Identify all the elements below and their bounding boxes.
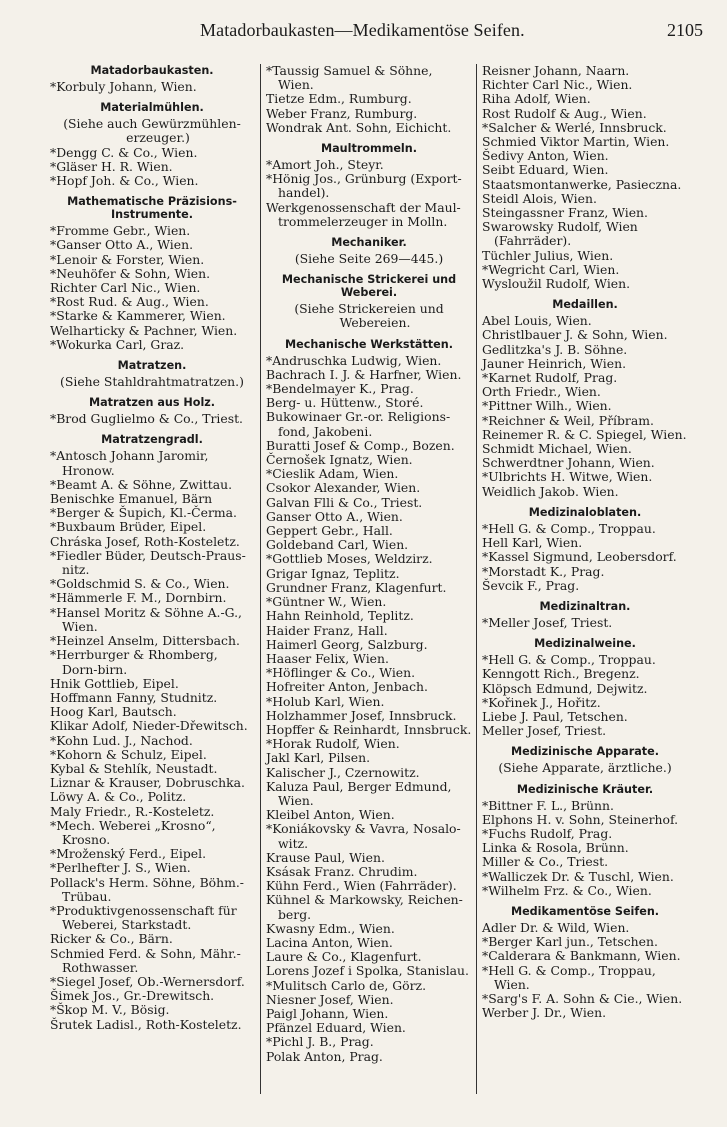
directory-entry: Hofreiter Anton, Jenbach. bbox=[266, 679, 428, 695]
directory-entry: Polak Anton, Prag. bbox=[266, 1048, 383, 1064]
directory-entry: Steingassner Franz, Wien. bbox=[482, 205, 648, 221]
directory-entry: Hell Karl, Wien. bbox=[482, 535, 583, 551]
directory-entry: *Güntner W., Wien. bbox=[266, 594, 387, 610]
page-number: 2105 bbox=[667, 20, 703, 40]
directory-entry: *Wegricht Carl, Wien. bbox=[482, 261, 620, 277]
directory-entry: *Kořinek J., Hořitz. bbox=[482, 694, 601, 710]
directory-entry: *Höflinger & Co., Wien. bbox=[266, 665, 416, 681]
directory-entry: *Walliczek Dr. & Tuschl, Wien. bbox=[482, 868, 674, 884]
directory-entry: *Salcher & Werlé, Innsbruck. bbox=[482, 119, 667, 135]
directory-entry: *Herrburger & Rhomberg, Dorn-birn. bbox=[50, 647, 218, 677]
page-header bbox=[0, 20, 727, 50]
directory-entry: *Kohorn & Schulz, Eipel. bbox=[50, 746, 207, 762]
section-heading: Mechaniker. bbox=[331, 236, 407, 250]
section-heading: Medizinaloblaten. bbox=[528, 505, 642, 519]
directory-entry: Tüchler Julius, Wien. bbox=[482, 247, 614, 263]
directory-entry: *Andruschka Ludwig, Wien. bbox=[266, 352, 442, 368]
directory-entry: Hopffer & Reinhardt, Innsbruck. bbox=[266, 721, 472, 737]
column-3 bbox=[482, 64, 688, 1020]
directory-entry: Maly Friedr., R.-Kosteletz. bbox=[50, 803, 215, 819]
section-heading: Medaillen. bbox=[552, 298, 618, 312]
cross-reference: (Siehe auch Gewürzmühlen-erzeuger.) bbox=[63, 116, 241, 146]
directory-entry: Liebe J. Paul, Tetschen. bbox=[482, 708, 628, 724]
directory-entry: Wysloužil Rudolf, Wien. bbox=[482, 276, 631, 292]
directory-entry: *Kassel Sigmund, Leobersdorf. bbox=[482, 549, 677, 565]
directory-entry: Schwerdtner Johann, Wien. bbox=[482, 455, 655, 471]
directory-entry: *Goldschmid S. & Co., Wien. bbox=[50, 576, 230, 592]
directory-entry: *Bendelmayer K., Prag. bbox=[266, 381, 414, 397]
directory-entry: Seibt Eduard, Wien. bbox=[482, 162, 609, 178]
directory-entry: *Mech. Weberei „Krosno“, Krosno. bbox=[50, 817, 216, 847]
directory-entry: *Antosch Johann Jaromir, Hronow. bbox=[50, 448, 209, 478]
directory-entry: Pollack's Herm. Söhne, Böhm.-Trübau. bbox=[50, 874, 244, 904]
directory-entry: *Holub Karl, Wien. bbox=[266, 693, 385, 709]
directory-entry: Klöpsch Edmund, Dejwitz. bbox=[482, 680, 648, 696]
directory-entry: *Wilhelm Frz. & Co., Wien. bbox=[482, 882, 652, 898]
directory-entry: Linka & Rosola, Brünn. bbox=[482, 840, 629, 856]
directory-entry: Jauner Heinrich, Wien. bbox=[482, 355, 627, 371]
directory-entry: *Pichl J. B., Prag. bbox=[266, 1034, 374, 1050]
directory-entry: Kwasny Edm., Wien. bbox=[266, 920, 395, 936]
directory-entry: Jakl Karl, Pilsen. bbox=[266, 750, 371, 766]
directory-entry: Šimek Jos., Gr.-Drewitsch. bbox=[50, 988, 215, 1004]
directory-entry: *Fiedler Büder, Deutsch-Praus-nitz. bbox=[50, 547, 246, 578]
directory-entry: Gedlitzka's J. B. Söhne. bbox=[482, 341, 628, 357]
directory-entry: Miller & Co., Triest. bbox=[482, 854, 609, 870]
cross-reference: (Siehe Seite 269—445.) bbox=[294, 251, 444, 267]
directory-entry: *Berger Karl jun., Tetschen. bbox=[482, 934, 658, 950]
directory-entry: Ricker & Co., Bärn. bbox=[50, 931, 173, 947]
directory-entry: *Morstadt K., Prag. bbox=[482, 563, 605, 579]
directory-entry: Šedivy Anton, Wien. bbox=[482, 148, 609, 164]
directory-entry: *Berger & Šupich, Kl.-Čerma. bbox=[50, 505, 237, 521]
directory-entry: *Gottlieb Moses, Weldzirz. bbox=[266, 551, 433, 567]
directory-entry: Kalischer J., Czernowitz. bbox=[266, 764, 420, 780]
section-heading: Mechanische Werkstätten. bbox=[285, 337, 453, 351]
section-heading: Matratzen. bbox=[117, 359, 187, 373]
directory-entry: *Beamt A. & Söhne, Zwittau. bbox=[50, 476, 233, 492]
directory-entry: Kybal & Stehlík, Neustadt. bbox=[50, 760, 218, 776]
directory-entry: Riha Adolf, Wien. bbox=[482, 91, 591, 107]
directory-entry: Löwy A. & Co., Politz. bbox=[50, 789, 187, 805]
directory-entry: Hnik Gottlieb, Eipel. bbox=[50, 675, 179, 691]
directory-entry: Haaser Felix, Wien. bbox=[266, 650, 389, 666]
directory-entry: Schmidt Michael, Wien. bbox=[482, 441, 632, 457]
directory-entry: Bukowinaer Gr.-or. Religions-fond, Jakobeni. bbox=[266, 409, 451, 439]
directory-entry: Haimerl Georg, Salzburg. bbox=[266, 636, 428, 652]
directory-entry: *Ganser Otto A., Wien. bbox=[50, 237, 194, 253]
directory-entry: Ksásak Franz. Chrudim. bbox=[266, 863, 418, 879]
directory-entry: Buratti Josef & Comp., Bozen. bbox=[266, 437, 455, 453]
directory-entry: Werkgenossenschaft der Maul-trommelerzeuger in Molln. bbox=[266, 199, 461, 229]
section-heading: Matratzengradl. bbox=[101, 433, 203, 447]
directory-entry: *Rost Rud. & Aug., Wien. bbox=[50, 294, 209, 310]
directory-entry: Elphons H. v. Sohn, Steinerhof. bbox=[482, 811, 679, 827]
directory-entry: Meller Josef, Triest. bbox=[482, 723, 607, 739]
directory-entry: *Gläser H. R. Wien. bbox=[50, 158, 173, 174]
directory-entry: Haider Franz, Hall. bbox=[266, 622, 388, 638]
section-heading: Medizinische Apparate. bbox=[511, 745, 659, 759]
directory-entry: *Buxbaum Brüder, Eipel. bbox=[50, 519, 207, 535]
directory-entry: *Meller Josef, Triest. bbox=[482, 614, 613, 630]
directory-entry: Chráska Josef, Roth-Kosteletz. bbox=[50, 533, 240, 549]
directory-entry: Niesner Josef, Wien. bbox=[266, 991, 394, 1007]
directory-entry: Kenngott Rich., Bregenz. bbox=[482, 666, 640, 682]
directory-entry: Abel Louis, Wien. bbox=[482, 313, 592, 329]
directory-entry: *Pittner Wilh., Wien. bbox=[482, 398, 612, 414]
directory-entry: Kühn Ferd., Wien (Fahrräder). bbox=[266, 878, 457, 894]
directory-entry: *Neuhöfer & Sohn, Wien. bbox=[50, 265, 211, 281]
directory-entry: Weber Franz, Rumburg. bbox=[266, 105, 418, 121]
directory-entry: *Produktivgenossenschaft für Weberei, Starkstadt. bbox=[50, 902, 237, 933]
directory-entry: Schmied Ferd. & Sohn, Mähr.-Rothwasser. bbox=[50, 945, 241, 975]
directory-entry: Steidl Alois, Wien. bbox=[482, 190, 597, 206]
directory-entry: *Brod Guglielmo & Co., Triest. bbox=[50, 411, 243, 427]
cross-reference: (Siehe Apparate, ärztliche.) bbox=[498, 760, 672, 776]
directory-entry: Reisner Johann, Naarn. bbox=[482, 63, 630, 78]
running-title: Matadorbaukasten—Medikamentöse Seifen. bbox=[200, 20, 525, 40]
section-heading: Medikamentöse Seifen. bbox=[510, 904, 660, 918]
directory-entry: Csokor Alexander, Wien. bbox=[266, 480, 421, 496]
directory-entry: *Kohn Lud. J., Nachod. bbox=[50, 732, 193, 748]
directory-entry: Welharticky & Pachner, Wien. bbox=[50, 322, 238, 338]
directory-entry: Swarowsky Rudolf, Wien (Fahrräder). bbox=[482, 219, 638, 249]
directory-entry: *Karnet Rudolf, Prag. bbox=[482, 370, 618, 386]
directory-entry: Adler Dr. & Wild, Wien. bbox=[482, 919, 630, 935]
directory-entry: Galvan Flli & Co., Triest. bbox=[266, 494, 423, 510]
directory-entry: Kühnel & Markowsky, Reichen-berg. bbox=[266, 892, 463, 922]
directory-entry: *Ulbrichts H. Witwe, Wien. bbox=[482, 469, 653, 485]
directory-entry: *Hansel Moritz & Söhne A.-G., Wien. bbox=[50, 604, 242, 634]
section-heading: Matadorbaukasten. bbox=[90, 64, 214, 77]
directory-entry: *Hell G. & Comp., Troppau. bbox=[482, 652, 656, 668]
directory-entry: Hoffmann Fanny, Studnitz. bbox=[50, 689, 218, 705]
directory-entry: Wondrak Ant. Sohn, Eichicht. bbox=[266, 119, 452, 135]
directory-entry: Benischke Emanuel, Bärn bbox=[50, 491, 213, 507]
section-heading: Matratzen aus Holz. bbox=[88, 396, 216, 410]
section-heading: Maultrommeln. bbox=[321, 142, 417, 156]
column-rule-1 bbox=[260, 64, 261, 1094]
directory-entry: *Wokurka Carl, Graz. bbox=[50, 336, 185, 352]
directory-entry: Holzhammer Josef, Innsbruck. bbox=[266, 707, 457, 723]
directory-entry: Lacina Anton, Wien. bbox=[266, 934, 393, 950]
directory-entry: Ganser Otto A., Wien. bbox=[266, 508, 403, 524]
directory-entry: Tietze Edm., Rumburg. bbox=[266, 91, 412, 107]
directory-entry: Kaluza Paul, Berger Edmund, Wien. bbox=[266, 778, 452, 808]
column-rule-2 bbox=[476, 64, 477, 1094]
directory-entry: Berg- u. Hüttenw., Storé. bbox=[266, 395, 424, 411]
directory-entry: *Škop M. V., Bösig. bbox=[50, 1002, 170, 1018]
directory-entry: Krause Paul, Wien. bbox=[266, 849, 385, 865]
directory-entry: Richter Carl Nic., Wien. bbox=[482, 77, 633, 93]
directory-entry: *Bittner F. L., Brünn. bbox=[482, 797, 614, 813]
directory-entry: Černošek Ignatz, Wien. bbox=[266, 452, 413, 468]
directory-entry: *Siegel Josef, Ob.-Wernersdorf. bbox=[50, 973, 245, 989]
section-heading: Mathematische Präzisions-Instrumente. bbox=[67, 195, 237, 222]
column-2 bbox=[266, 64, 472, 1064]
directory-entry: Grundner Franz, Klagenfurt. bbox=[266, 579, 447, 595]
directory-entry: Werber J. Dr., Wien. bbox=[482, 1005, 607, 1021]
directory-entry: *Fromme Gebr., Wien. bbox=[50, 223, 191, 239]
directory-entry: *Lenoir & Forster, Wien. bbox=[50, 251, 205, 267]
directory-entry: Kleibel Anton, Wien. bbox=[266, 807, 395, 823]
cross-reference: (Siehe Stahldrahtmatratzen.) bbox=[60, 374, 244, 390]
directory-entry: Rost Rudolf & Aug., Wien. bbox=[482, 105, 647, 121]
directory-entry: Hoog Karl, Bautsch. bbox=[50, 704, 177, 720]
directory-entry: Ševcik F., Prag. bbox=[482, 577, 580, 593]
directory-entry: Reinemer R. & C. Spiegel, Wien. bbox=[482, 426, 687, 442]
directory-entry: *Hopf Joh. & Co., Wien. bbox=[50, 173, 199, 189]
directory-entry: Geppert Gebr., Hall. bbox=[266, 523, 393, 539]
directory-entry: Richter Carl Nic., Wien. bbox=[50, 280, 201, 296]
cross-reference: (Siehe Strickereien und Webereien. bbox=[294, 301, 444, 331]
directory-entry: Weidlich Jakob. Wien. bbox=[482, 483, 619, 499]
section-heading: Medizinalweine. bbox=[534, 637, 636, 651]
directory-entry: Bachrach I. J. & Harfner, Wien. bbox=[266, 366, 462, 382]
directory-entry: Staatsmontanwerke, Pasieczna. bbox=[482, 176, 682, 192]
directory-entry: *Dengg C. & Co., Wien. bbox=[50, 144, 198, 160]
directory-entry: *Hell G. & Comp., Troppau, Wien. bbox=[482, 962, 656, 992]
directory-entry: Christlbauer J. & Sohn, Wien. bbox=[482, 327, 668, 343]
directory-entry: Šrutek Ladisl., Roth-Kosteletz. bbox=[50, 1016, 242, 1032]
directory-entry: *Mulitsch Carlo de, Görz. bbox=[266, 977, 427, 993]
directory-entry: Liznar & Krauser, Dobruschka. bbox=[50, 775, 245, 791]
directory-entry: Schmied Viktor Martin, Wien. bbox=[482, 134, 670, 150]
column-1 bbox=[50, 64, 254, 1032]
directory-entry: Goldeband Carl, Wien. bbox=[266, 537, 409, 553]
section-heading: Medizinische Kräuter. bbox=[516, 782, 654, 796]
directory-entry: Pfänzel Eduard, Wien. bbox=[266, 1020, 406, 1036]
directory-entry: Orth Friedr., Wien. bbox=[482, 384, 601, 400]
directory-entry: *Heinzel Anselm, Dittersbach. bbox=[50, 633, 240, 649]
directory-entry: *Koniákovsky & Vavra, Nosalo-witz. bbox=[266, 821, 461, 851]
directory-entry: *Fuchs Rudolf, Prag. bbox=[482, 825, 613, 841]
directory-entry: Lorens Jozef i Spolka, Stanislau. bbox=[266, 963, 469, 979]
directory-entry: *Hämmerle F. M., Dornbirn. bbox=[50, 590, 227, 606]
directory-entry: *Amort Joh., Steyr. bbox=[266, 157, 384, 173]
directory-entry: *Cieslik Adam, Wien. bbox=[266, 466, 399, 482]
directory-entry: Grigar Ignaz, Teplitz. bbox=[266, 565, 400, 581]
directory-entry: Laure & Co., Klagenfurt. bbox=[266, 949, 422, 965]
directory-entry: Klikar Adolf, Nieder-Dřewitsch. bbox=[50, 718, 248, 734]
section-heading: Materialmühlen. bbox=[100, 101, 204, 115]
directory-entry: Paigl Johann, Wien. bbox=[266, 1005, 389, 1021]
directory-entry: *Hell G. & Comp., Troppau. bbox=[482, 520, 656, 536]
directory-entry: *Mroženský Ferd., Eipel. bbox=[50, 846, 207, 862]
directory-entry: *Hönig Jos., Grünburg (Export-handel). bbox=[266, 171, 462, 201]
directory-entry: *Reichner & Weil, Příbram. bbox=[482, 412, 654, 428]
directory-entry: *Starke & Kammerer, Wien. bbox=[50, 308, 226, 324]
section-heading: Medizinaltran. bbox=[539, 599, 631, 613]
directory-entry: *Perlhefter J. S., Wien. bbox=[50, 860, 191, 876]
directory-entry: *Taussig Samuel & Söhne, Wien. bbox=[266, 63, 433, 93]
directory-entry: *Horak Rudolf, Wien. bbox=[266, 736, 400, 752]
directory-entry: *Calderara & Bankmann, Wien. bbox=[482, 948, 681, 964]
directory-entry: Hahn Reinhold, Teplitz. bbox=[266, 608, 414, 624]
directory-entry: *Korbuly Johann, Wien. bbox=[50, 79, 197, 94]
section-heading: Mechanische Strickerei und Weberei. bbox=[281, 273, 457, 300]
directory-entry: *Sarg's F. A. Sohn & Cie., Wien. bbox=[482, 990, 683, 1006]
